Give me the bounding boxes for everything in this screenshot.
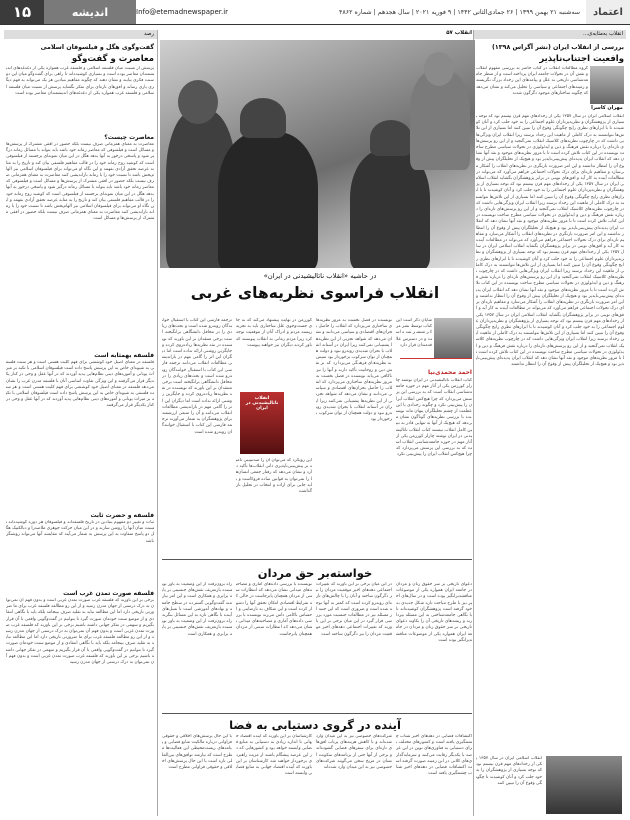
right-column-text: انقلاب اسلامی ایران در سال ۱۳۵۷ یکی از رخدادهای مهم قرن بیستم بود که توجه بسیاری از پژوهشگران و نظریه‌پردازان علوم اجتماعی را به خود جلب کرد و آنان کوشیدند تا با ابزارهای نظری رایج چگونگی وقوع آن را تبیین کنند اما بسیاری از این تلاش‌ها نتوانستند به درک کاملی از ماهیت این رخداد برسند زیرا انقلاب ایران ویژگی‌هایی داشت که در چارچوب نظریه‌های کلاسیک انقلاب نمی‌گنجید و از این رو پرسش‌های تازه‌ای را درباره نقش فرهنگ و دین و ایدئولوژی در تحولات سیاسی مطرح ساخت نویسنده در این کتاب تلاش کرده است تا با مرور نظریه‌های موجود و نقد آنها نشان دهد که انقلاب ایران پدیده‌ای پیش‌بینی‌ناپذیر بود و هیچ‌یک از تحلیلگران پیش از وقوع آن را انتظار نداشتند و این امر ضرورت بازنگری در نظریه‌های انقلاب را آشکار می‌سازد و مفاهیم تازه‌ای برای درک تحولات اجتماعی فراهم می‌آورد که می‌تواند در مطالعات آینده به کار آید و افق‌های نوینی در برابر پژوهشگران بگشاید انقلاب اسلامی ایران در سال ۱۳۵۷ یکی از رخدادهای مهم قرن بیستم بود که توجه بسیاری از پژوهشگران و نظریه‌پردازان علوم اجتماعی را به خود جلب کرد و آنان کوشیدند تا با ابزارهای نظری رایج چگونگی وقوع آن را تبیین کنند اما بسیاری از این تلاش‌ها نتوانستند به درک کاملی از ماهیت این رخداد برسند زیرا انقلاب ایران ویژگی‌هایی داشت که در چارچوب نظریه‌های کلاسیک انقلاب نمی‌گنجید و از این رو پرسش‌های تازه‌ای را درباره نقش فرهنگ و دین و ایدئولوژی در تحولات سیاسی مطرح ساخت نویسنده در این کتاب تلاش کرده است تا با مرور نظریه‌های موجود و نقد آنها نشان دهد که انقلاب ایران پدیده‌ای پیش‌بینی‌ناپذیر بود و هیچ‌یک از تحلیلگران پیش از وقوع آن را انتظار نداشتند و این امر ضرورت بازنگری در نظریه‌های انقلاب را آشکار می‌سازد و مفاهیم تازه‌ای برای درک تحولات اجتماعی فراهم می‌آورد که می‌تواند در مطالعات آینده به کار آید و افق‌های نوینی در برابر پژوهشگران بگشاید انقلاب اسلامی ایران در سال ۱۳۵۷ یکی از رخدادهای مهم قرن بیستم بود که توجه بسیاری از پژوهشگران و نظریه‌پردازان علوم اجتماعی را به خود جلب کرد و آنان کوشیدند تا با ابزارهای نظری رایج چگونگی وقوع آن را تبیین کنند اما بسیاری از این تلاش‌ها نتوانستند به درک کاملی از ماهیت این رخداد برسند زیرا انقلاب ایران ویژگی‌هایی داشت که در چارچوب نظریه‌های کلاسیک انقلاب نمی‌گنجید و از این رو پرسش‌های تازه‌ای را درباره نقش فرهنگ و دین و ایدئولوژی در تحولات سیاسی مطرح ساخت نویسنده در این کتاب تلاش کرده است تا با مرور نظریه‌های موجود و نقد آنها نشان دهد که انقلاب ایران پدیده‌ای پیش‌بینی‌ناپذیر بود و هیچ‌یک از تحلیلگران پیش از وقوع آن را انتظار نداشتند و این امر ضرورت بازنگری در نظریه‌های انقلاب را آشکار می‌سازد و مفاهیم تازه‌ای برای درک تحولات اجتماعی فراهم می‌آورد که می‌تواند در مطالعات آینده به کار آید و افق‌های نوینی در برابر پژوهشگران بگشاید انقلاب اسلامی ایران در سال ۱۳۵۷ یکی از رخدادهای مهم قرن بیستم بود که توجه بسیاری از پژوهشگران و نظریه‌پردازان علوم اجتماعی را به خود جلب کرد و آنان کوشیدند تا با ابزارهای نظری رایج چگونگی وقوع آن را تبیین کنند اما بسیاری از این تلاش‌ها نتوانستند به درک کاملی از ماهیت این رخداد برسند زیرا انقلاب ایران ویژگی‌هایی داشت که در چارچوب نظریه‌های کلاسیک انقلاب نمی‌گنجید و از این رو پرسش‌های تازه‌ای را درباره نقش فرهنگ و دین و ایدئولوژی در تحولات سیاسی مطرح ساخت نویسنده در این کتاب تلاش کرده است تا با مرور نظریه‌های موجود و نقد آنها نشان دهد که انقلاب ایران پدیده‌ای پیش‌بینی‌ناپذیر بود و هیچ‌یک از تحلیلگران پیش از وقوع آن را انتظار نداشتند: [476, 114, 624, 368]
article-divider-2: [162, 713, 472, 714]
website[interactable]: Info@etemadnewspaper.ir: [136, 8, 229, 16]
article3-text-2: شرکت‌های خصوصی نیز به این میدان وارد شده‌اند و با کاهش هزینه‌های پرتاب افق‌های تازه‌ای برای سفرهای فضایی گشوده‌اند و برخی از آنها حتی از برنامه‌های سکونت انسان در مریخ سخن می‌گویند شرکت‌های خصوصی نیز به این میدان وارد شده‌اند: [316, 734, 392, 771]
left-column-text-5: برخی بر این باورند که فلسفه غرب صورت تمدن غربی است و بدون فهم آن نمی‌توان به درک درستی از جهان مدرن رسید و از این رو مطالعه فلسفه غرب برای ما ضرورتی تاریخی دارد اما این مطالعه نباید به تقلید صرف بینجامد بلکه باید با نگاهی انتقادی و از موضع سنت خودمان صورت گیرد تا بتوانیم در گفت‌وگویی واقعی با آن قرار بگیریم و سهمی در تفکر جهانی داشته باشیم برخی بر این باورند که فلسفه غرب صورت تمدن غربی است و بدون فهم آن نمی‌توان به درک درستی از جهان مدرن رسید و از این رو مطالعه فلسفه غرب برای ما ضرورتی تاریخی دارد اما این مطالعه نباید به تقلید صرف بینجامد بلکه باید با نگاهی انتقادی و از موضع سنت خودمان صورت گیرد تا بتوانیم در گفت‌وگویی واقعی با آن قرار بگیریم و سهمی در تفکر جهانی داشته باشیم برخی بر این باورند که فلسفه غرب صورت تمدن غربی است و بدون فهم آن نمی‌توان به درک درستی از جهان مدرن رسید: [6, 598, 154, 666]
left-column-text-2: معاصرت به معنای همزمانی صرف نیست بلکه حضور در افقی مشترک از پرسش‌ها و مسائل است و فیلسوفی که معاصر زمانه خود باشد باید بتواند با مسائل زمانه درگیر شود و پاسخی درخور به آنها بدهد هگل در این میان نمونه‌ای برجسته از فیلسوفی است که کوشید روح زمانه خود را در قالب مفاهیم فلسفی بیان کند و تاریخ را به مثابه عرصه تحقق آزادی بفهمد و این نگاه او می‌تواند برای فیلسوفان اسلامی نیز الهام‌بخش باشد تا نسبت خود را با زمانه بازاندیشی کنند معاصرت به معنای همزمانی صرف نیست بلکه حضور در افقی مشترک از پرسش‌ها و مسائل است و فیلسوفی که معاصر زمانه خود باشد باید بتواند با مسائل زمانه درگیر شود و پاسخی درخور به آنها بدهد هگل در این میان نمونه‌ای برجسته از فیلسوفی است که کوشید روح زمانه خود را در قالب مفاهیم فلسفی بیان کند و تاریخ را به مثابه عرصه تحقق آزادی بفهمد و این نگاه او می‌تواند برای فیلسوفان اسلامی نیز الهام‌بخش باشد تا نسبت خود را با زمانه بازاندیشی کنند معاصرت به معنای همزمانی صرف نیست بلکه حضور در افقی مشترک از پرسش‌ها و مسائل است: [6, 142, 154, 222]
main-text-col-1: کتاب انقلاب ناتالیشیدنی در ایران نوشته چارلز کورزمن یکی از آثار مهم در حوزه جامعه‌شناسی انقلاب است که به بررسی این پرسش می‌پردازد که چرا هیچ‌کس انقلاب ایران را پیش‌بینی نکرد و چگونه رخدادی با این عظمت از چشم تحلیلگران پنهان ماند نویسنده با بررسی نظریه‌های گوناگون نشان می‌دهد که هیچ‌یک از آنها به تنهایی قادر به تبیین کامل انقلاب نیستند کتاب انقلاب ناتالیشیدنی در ایران نوشته چارلز کورزمن یکی از آثار مهم در حوزه جامعه‌شناسی انقلاب است که به بررسی این پرسش می‌پردازد که چرا هیچ‌کس انقلاب ایران را پیش‌بینی نکرد: [396, 378, 472, 458]
right-column-text-top: گروه مطالعات انقلاب در کتاب حاضر به بررسی مفهوم انقلاب و نقش آن در تحولات جامعه ایران پرداخته است و از منظر جامعه‌شناسی تاریخی به علل و پیامدهای این رخداد بزرگ نگریسته و زمینه‌های اجتماعی و سیاسی را تحلیل می‌کند و نشان می‌دهد که چگونه ساختارهای موجود دگرگون شدند: [476, 66, 588, 96]
newspaper-logo: اعتماد: [586, 0, 630, 24]
left-column-text-1: پرسش از نسبت میان فلسفه اسلامی و فلسفه غرب همواره یکی از دغدغه‌های اندیشمندان معاصر بوده است و بسیاری کوشیده‌اند تا راهی برای گفت‌وگو میان این دو سنت فکری بیابند و نشان دهند که چگونه مفاهیم بنیادین هر یک می‌تواند به فهم دیگری یاری رساند و افق‌های تازه‌ای برای تفکر بگشاید پرسش از نسبت میان فلسفه اسلامی و فلسفه غرب همواره یکی از دغدغه‌های اندیشمندان معاصر بوده است: [6, 66, 154, 96]
byline-rule: [400, 358, 472, 367]
dateline: سه‌شنبه ۲۱ بهمن ۱۳۹۹ | ۲۶ جمادی‌الثانی ۱۴۴۲ | ۹ فوریه ۲۰۲۱ | سال هجدهم | شماره ۴۸۶۲: [338, 8, 580, 16]
article2-text-4: راه برون‌رفت از این وضعیت به باور نویسنده بازتعریف نقش‌های جنسیتی بر پایه برابری و همکاری است و این امر نیازمند گفت‌وگویی گسترده در سطح جامعه و نهادهای آموزشی است تا نسل‌های آینده با نگاهی تازه به این مسائل بنگرند راه برون‌رفت از این وضعیت به باور نویسنده بازتعریف نقش‌های جنسیتی بر پایه برابری و همکاری است: [162, 582, 232, 637]
article3-text-3: کارشناسان بر این باورند که آینده اقتصاد جهانی تا اندازه زیادی به دستیابی به منابع فضایی وابسته خواهد بود و کشورهایی که در این عرصه پیشگام باشند از مزیت راهبردی برخوردار خواهند شد کارشناسان بر این باورند که آینده اقتصاد جهانی به منابع فضایی وابسته است: [236, 734, 312, 777]
revolution-photo: [160, 40, 475, 268]
main-text-col-3-top: کورزمن در نهایت پیشنهاد می‌کند که به جای جست‌وجوی علل ساختاری باید به تجربه زیسته مردم و ادراک آنان از موقعیت توجه کرد زیرا مردم زمانی به انقلاب پیوستند که باور کردند دیگران نیز خواهند پیوست: [236, 318, 312, 348]
page-number: ۱۵: [0, 0, 44, 24]
main-byline-note: شایان ذکر است این کتاب توسط نشر مرکز منتشر شده است و در دسترس علاقه‌مندان قرار دارد: [396, 318, 432, 348]
article2-headline: خواسته‌بر حق مردان: [257, 566, 373, 580]
left-column-kicker: رصد: [4, 30, 157, 39]
column-divider-left: [157, 30, 158, 816]
right-column-author: مهران کاسرا: [591, 105, 623, 111]
right-column-intro: بررسی از انقلاب ایران (نشر آگراس ۱۳۹۸): [492, 44, 624, 51]
header-rule: [0, 24, 630, 25]
right-column-text-bottom: انقلاب اسلامی ایران در سال ۱۳۵۷ یکی از رخدادهای مهم قرن بیستم بود که توجه بسیاری از پژوهشگران را به خود جلب کرد و آنان کوشیدند تا چگونگی وقوع آن را تبیین کنند: [476, 756, 542, 786]
article2-text-1: دعوای تاریخی بر سر حقوق زنان و مردان در جامعه ایران همواره یکی از موضوعات مناقشه‌برانگیز بوده است و در سال‌های اخیر نیز با طرح مباحث تازه شکل جدیدی به خود گرفته است پژوهشگران کوشیده‌اند تا با نگاهی جامعه‌شناختی به این مسئله بپردازند و ریشه‌های تاریخی آن را بکاوند دعوای تاریخی بر سر حقوق زنان و مردان در جامعه ایران همواره یکی از موضوعات مناقشه‌برانگیز بوده است: [396, 582, 472, 643]
article2-text-2: در این میان برخی بر این باورند که تغییرات اجتماعی دهه‌های اخیر موقعیت مردان را نیز دگرگون ساخته و آنان را با چالش‌های تازه‌ای روبه‌رو کرده است که کمتر به آنها توجه شده است و ضروری است که این جنبه از مسئله نیز در مطالعات جنسیت مورد بررسی قرار گیرد در این میان برخی بر این باورند که تغییرات اجتماعی دهه‌های اخیر موقعیت مردان را نیز دگرگون ساخته است: [316, 582, 392, 637]
byline-name: احمد محمدی‌نیا: [428, 369, 472, 376]
left-column-headline: معاصرت و گفت‌وگو: [71, 54, 154, 64]
left-column-intro: گفت‌وگوی هگل و فیلسوفان اسلامی: [40, 44, 154, 51]
page-header: [0, 0, 630, 24]
article3-headline: آینده در گروی دستیابی به فضا: [229, 718, 401, 732]
main-text-col-4: ترجمه فارسی این کتاب با استقبال خوانندگان روبه‌رو شده است و بحث‌های زیادی را در محافل دانشگاهی برانگیخته است برخی منتقدان بر این باورند که نویسنده در نقد نظریه‌ها زیاده‌روی کرده و جایگزین روشنی ارائه نداده است اما دیگران این اثر را گامی مهم در بازاندیشی مطالعات انقلاب می‌دانند ترجمه فارسی این کتاب با استقبال خوانندگان روبه‌رو شده است و بحث‌های زیادی را در محافل دانشگاهی برانگیخته است برخی منتقدان بر این باورند که نویسنده در نقد نظریه‌ها زیاده‌روی کرده و جایگزین روشنی ارائه نداده است اما دیگران این اثر را گامی مهم در بازاندیشی مطالعات انقلاب می‌دانند و آن را منبعی ارزشمند برای پژوهشگران به شمار می‌آورند ترجمه فارسی این کتاب با استقبال خوانندگان روبه‌رو شده است: [162, 318, 232, 435]
article-divider-1: [162, 559, 472, 560]
book-cover-small: [546, 756, 622, 814]
article2-text-3: نویسنده با بررسی داده‌های آماری و مصاحبه‌های میدانی نشان می‌دهد که انتظارات سنتی از مردان همچنان پابرجاست در حالی که شرایط اقتصادی امکان تحقق آنها را دشوار کرده است و این شکاف به نارضایتی و احساس ناکامی دامن می‌زند نویسنده با بررسی داده‌های آماری و مصاحبه‌های میدانی نشان می‌دهد که انتظارات سنتی از مردان همچنان پابرجاست: [236, 582, 312, 637]
right-column-headline: وافعیت اجتناب‌ناپذیر: [539, 54, 624, 64]
main-text-col-2: نویسنده در فصل نخست به مرور نظریه‌های ساختاری می‌پردازد که انقلاب را حاصل بحران‌های اقتصادی و سیاسی می‌دانند و نشان می‌دهد که شواهد تجربی از این نظریه‌ها پشتیبانی نمی‌کنند زیرا ایران در آستانه انقلاب با بحران شدیدی روبه‌رو نبود و دولت همچنان از توان سرکوب برخوردار بود سپس به نظریه‌های فرهنگی می‌پردازد که بر نقش دین و روحانیت تأکید دارند و آنها را نیز ناکافی می‌یابد نویسنده در فصل نخست به مرور نظریه‌های ساختاری می‌پردازد که انقلاب را حاصل بحران‌های اقتصادی و سیاسی می‌دانند و نشان می‌دهد که شواهد تجربی از این نظریه‌ها پشتیبانی نمی‌کنند زیرا ایران در آستانه انقلاب با بحران شدیدی روبه‌رو نبود و دولت همچنان از توان سرکوب برخوردار بود: [316, 318, 392, 423]
right-column-kicker: انقلاب به‌مثابه‌ی...: [473, 30, 626, 39]
section-title: اندیشه: [44, 0, 136, 24]
left-column-sub1: معاصرت چیست؟: [104, 134, 154, 141]
main-text-col-3-bottom: این رویکرد که می‌توان آن را ضدتبیینی نامید بر پیش‌بینی‌ناپذیری ذاتی انقلاب‌ها تأکید دارد و نشان می‌دهد که رفتار جمعی انسان‌ها را نمی‌توان به قوانین ساده فروکاست و باید جایی برای اراده و انتخاب در تحلیل باز گذاشت: [236, 458, 312, 495]
left-column-sub3: فلسفه و حضرت ثابت: [90, 512, 154, 519]
main-headline: انقلاب فراسوی نظریه‌های غربی: [190, 284, 440, 302]
left-column-sub2: فلسفه بهمثابه است: [94, 352, 154, 359]
book-cover-title: انقلاب ناتالیشیدنی در ایران: [245, 396, 279, 411]
article3-text-1: اکتشافات فضایی در دهه‌های اخیر شتاب چشمگیری یافته است و کشورهای مختلف برای دستیابی به فناوری‌های نوین در این عرصه با یکدیگر رقابت می‌کنند و سرمایه‌گذاری‌های کلانی در این زمینه صورت گرفته است اکتشافات فضایی در دهه‌های اخیر شتاب چشمگیری یافته است: [396, 734, 472, 777]
left-column-text-3: فلسفه در معنای اصیل خود کوششی برای فهم کلیت هستی است و هر سنت فلسفی به شیوه‌ای خاص به این پرسش پاسخ داده است فیلسوفان اسلامی با تکیه بر میراث یونانی و آموزه‌های دینی نظام‌هایی پدید آوردند که در آنها عقل و وحی در کنار یکدیگر قرار می‌گرفتند و این ویژگی تفاوت اساسی آنان با فلسفه مدرن غرب را نشان می‌دهد فلسفه در معنای اصیل خود کوششی برای فهم کلیت هستی است و هر سنت فلسفی به شیوه‌ای خاص به این پرسش پاسخ داده است فیلسوفان اسلامی با تکیه بر میراث یونانی و آموزه‌های دینی نظام‌هایی پدید آوردند که در آنها عقل و وحی در کنار یکدیگر قرار می‌گرفتند: [6, 360, 154, 409]
byline-portrait: [434, 318, 472, 358]
main-kicker: در حاشیه «انقلاب ناتالیشیدنی در ایران»: [263, 272, 377, 280]
author-portrait: [590, 66, 624, 104]
main-issue-label: انقلاب ۵۷: [446, 30, 472, 36]
left-column-text-4: ثبات و تغییر دو مفهوم بنیادین در تاریخ فلسفه‌اند و فیلسوفان هر دوره کوشیده‌اند نسبت میان آنها را روشن سازند و در این میان حرکت جوهری ملاصدرا و دیالکتیک هگل دو پاسخ متفاوت به این پرسش به شمار می‌آیند که مقایسه آنها می‌تواند روشنگر باشد: [6, 520, 154, 544]
article3-text-4: با این حال پرسش‌های اخلاقی و حقوقی فراوانی درباره مالکیت منابع فضایی و پیامدهای زیست‌محیطی این فعالیت‌ها مطرح است که نیازمند توافق‌های بین‌المللی تازه است با این حال پرسش‌های اخلاقی و حقوقی فراوانی مطرح است: [162, 734, 232, 771]
left-column-sub4: فلسفه صورت تمدن غرب است: [63, 590, 154, 597]
